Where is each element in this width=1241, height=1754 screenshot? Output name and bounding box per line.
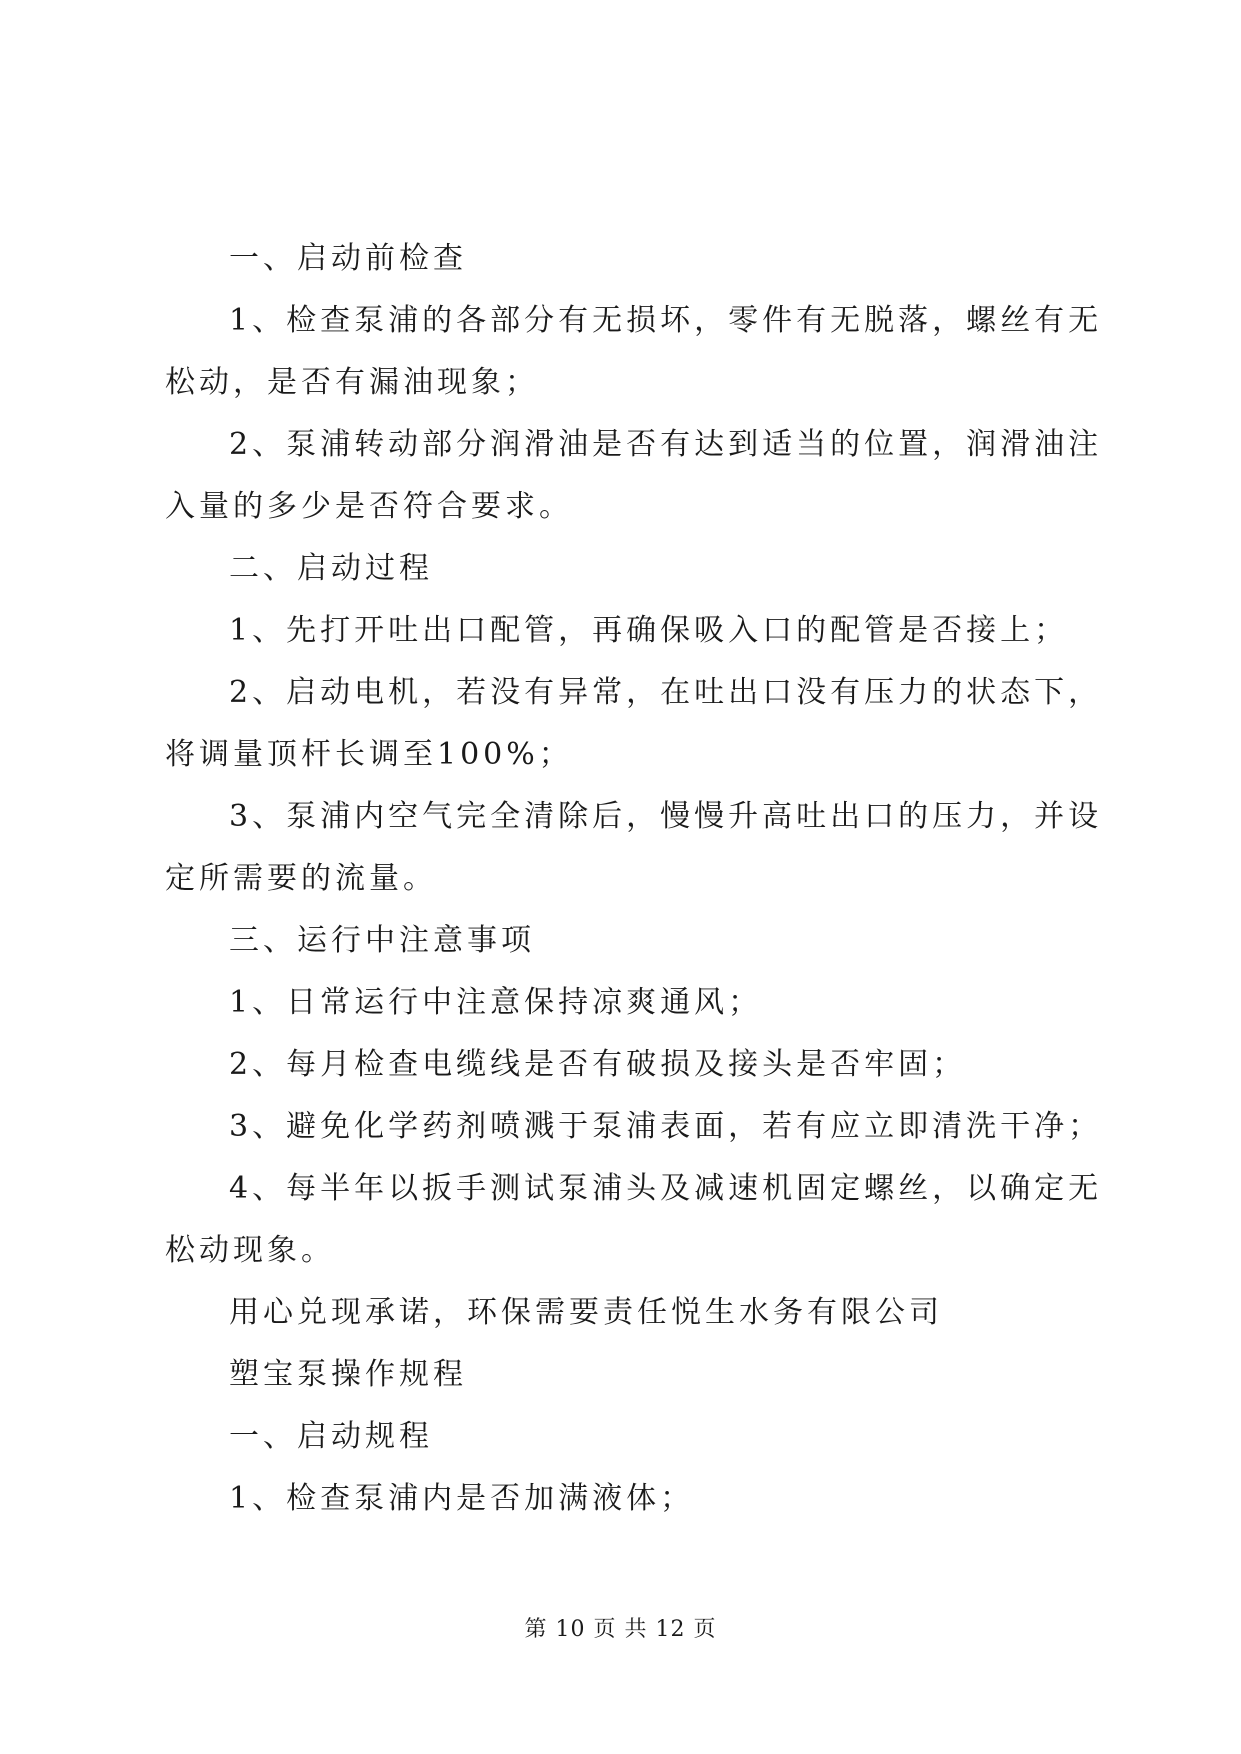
section-heading-pre-start-check: 一、启动前检查 [229,241,467,276]
paragraph-line: 2、每月检查电缆线是否有破损及接头是否牢固； [229,1047,967,1082]
paragraph-line: 3、泵浦内空气完全清除后，慢慢升高吐出口的压力，并设 [229,799,1103,834]
company-slogan: 用心兑现承诺，环保需要责任悦生水务有限公司 [229,1295,943,1330]
document-subtitle: 塑宝泵操作规程 [229,1357,467,1392]
section-heading-start-process: 二、启动过程 [229,551,433,586]
document-body [165,228,1103,1530]
paragraph-line: 松动现象。 [165,1233,335,1268]
paragraph-line: 4、每半年以扳手测试泵浦头及减速机固定螺丝，以确定无 [229,1171,1103,1206]
paragraph-line: 1、检查泵浦的各部分有无损坏，零件有无脱落，螺丝有无 [229,303,1103,338]
paragraph-line: 2、启动电机，若没有异常，在吐出口没有压力的状态下， [229,675,1103,710]
paragraph-line: 3、避免化学药剂喷溅于泵浦表面，若有应立即清洗干净； [229,1109,1103,1144]
page-number-footer: 第 10 页 共 12 页 [524,1617,717,1642]
paragraph-line: 定所需要的流量。 [165,861,437,896]
paragraph-line: 1、检查泵浦内是否加满液体； [229,1481,695,1516]
paragraph-line: 松动，是否有漏油现象； [165,365,539,400]
section-heading-start-procedure: 一、启动规程 [229,1419,433,1454]
paragraph-line: 将调量顶杆长调至100%； [165,737,573,772]
paragraph-line: 1、先打开吐出口配管，再确保吸入口的配管是否接上； [229,613,1069,648]
paragraph-line: 2、泵浦转动部分润滑油是否有达到适当的位置，润滑油注 [229,427,1103,462]
section-heading-operation-notes: 三、运行中注意事项 [229,923,535,958]
paragraph-line: 1、日常运行中注意保持凉爽通风； [229,985,763,1020]
paragraph-line: 入量的多少是否符合要求。 [165,489,573,524]
